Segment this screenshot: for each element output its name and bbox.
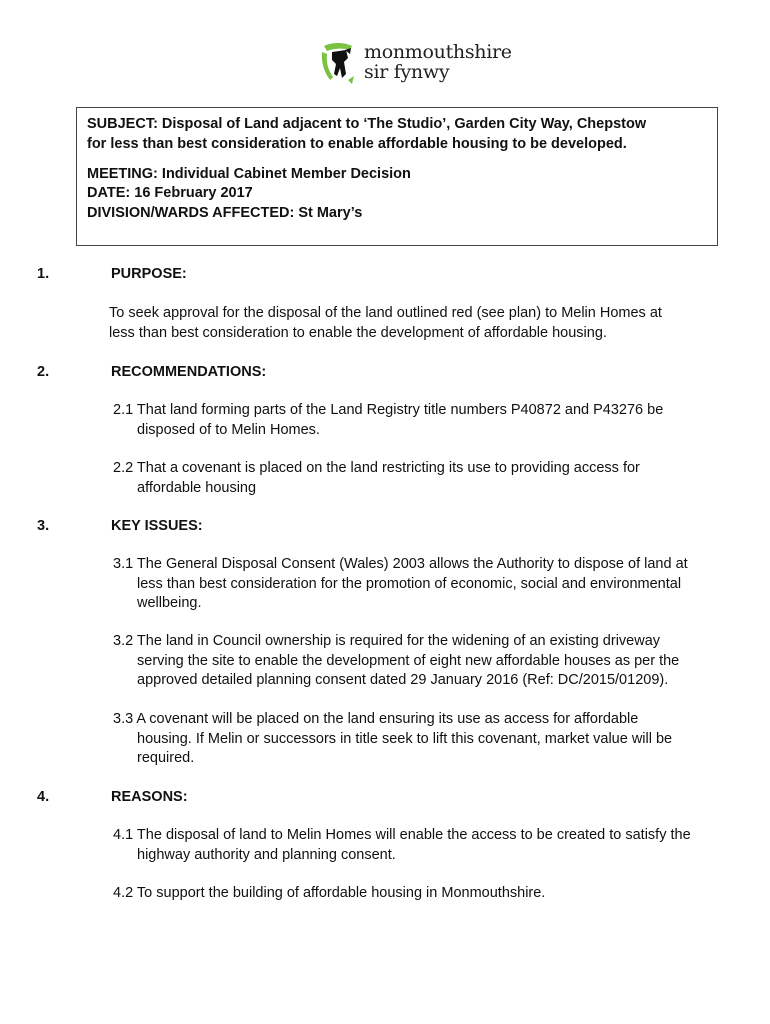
item-3-3-line-1: 3.3 A covenant will be placed on the land ensuring its use as access for affordable [113,711,639,727]
item-3-1 [113,555,688,614]
subject-box [76,107,718,246]
item-3-1-line-2: less than best consideration for the promotion of economic, social and environmental [137,575,682,592]
section-1-number: 1. [37,266,50,282]
subject-line-1: SUBJECT: Disposal of Land adjacent to ‘The Studio’, Garden City Way, Chepstow [87,116,647,132]
date-line: DATE: 16 February 2017 [87,185,253,201]
section-1-line-2: less than best consideration to enable the development of affordable housing. [109,324,607,341]
item-3-1-line-1: 3.1 The General Disposal Consent (Wales) 2003 allows the Authority to dispose of land at [113,556,688,572]
section-2-number: 2. [37,364,50,380]
section-1-line-1: To seek approval for the disposal of the land outlined red (see plan) to Melin Homes at [109,305,662,321]
logo-line-1: monmouthshire [364,41,512,63]
item-2-2-line-1: 2.2 That a covenant is placed on the land restricting its use to providing access for [113,460,640,476]
dragon-emblem-icon [318,40,358,86]
section-4-number: 4. [37,789,50,805]
section-1-paragraph [109,304,662,343]
item-2-1 [113,401,663,440]
item-2-2-line-2: affordable housing [137,479,257,496]
section-3-title: KEY ISSUES: [111,518,203,534]
item-2-2 [113,459,640,498]
section-4-title: REASONS: [111,789,188,805]
logo-line-2: sir fynwy [364,61,450,83]
subject-line-2: for less than best consideration to enable affordable housing to be developed. [87,136,627,152]
item-3-2-line-1: 3.2 The land in Council ownership is required for the widening of an existing driveway [113,633,661,649]
item-3-3 [113,710,672,769]
item-4-1-line-2: highway authority and planning consent. [137,846,396,863]
meeting-line: MEETING: Individual Cabinet Member Decision [87,166,411,182]
monmouthshire-logo [318,40,512,86]
item-4-1-line-1: 4.1 The disposal of land to Melin Homes will enable the access to be created to satisfy the [113,827,691,843]
item-3-3-line-3: required. [137,750,195,766]
item-3-2-line-3: approved detailed planning consent dated 29 January 2016 (Ref: DC/2015/01209). [137,672,669,688]
item-3-2-line-2: serving the site to enable the development of eight new affordable houses as per the [137,652,680,669]
item-3-2 [113,632,679,691]
item-2-1-line-1: 2.1 That land forming parts of the Land Registry title numbers P40872 and P43276 be [113,402,664,418]
item-4-2 [113,884,545,904]
item-3-3-line-2: housing. If Melin or successors in title seek to lift this covenant, market value will be [137,730,673,747]
item-3-1-line-3: wellbeing. [137,595,202,611]
section-3-number: 3. [37,518,50,534]
section-1-title: PURPOSE: [111,266,187,282]
section-2-title: RECOMMENDATIONS: [111,364,267,380]
item-4-2-line-1: 4.2 To support the building of affordable housing in Monmouthshire. [113,885,546,901]
logo-wordmark [364,42,512,82]
item-4-1 [113,826,691,865]
wards-line: DIVISION/WARDS AFFECTED: St Mary’s [87,205,363,221]
item-2-1-line-2: disposed of to Melin Homes. [137,421,320,438]
